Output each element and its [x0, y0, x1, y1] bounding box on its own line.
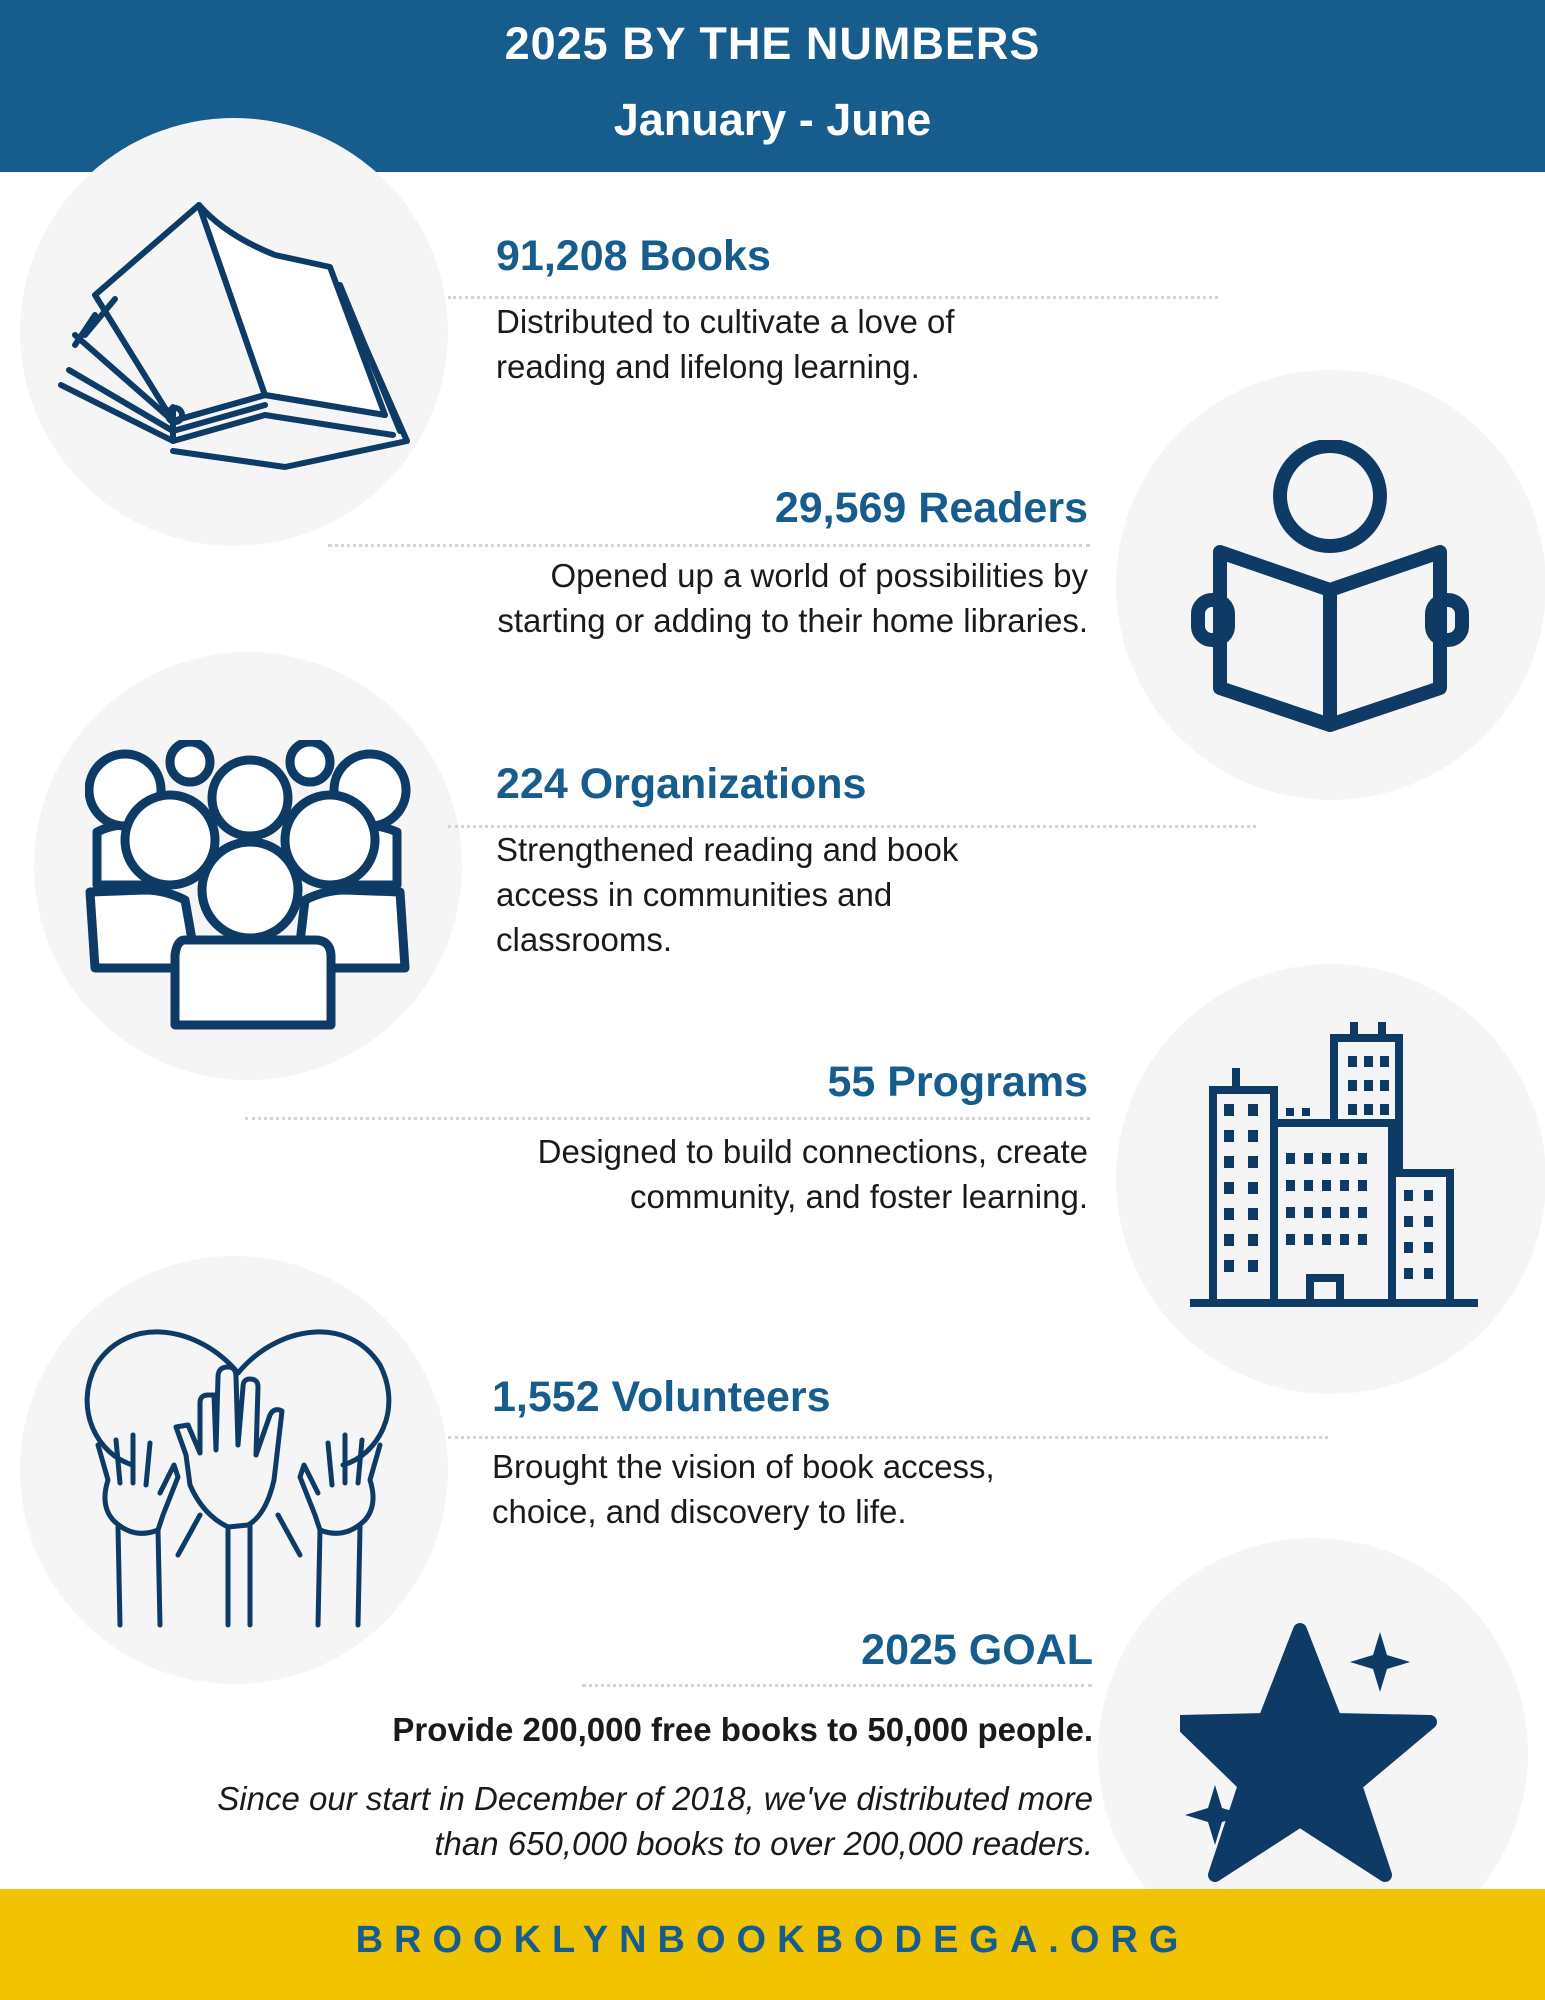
stat-organizations-headline: 224 Organizations [496, 760, 867, 808]
stat-programs-description: Designed to build connections, create community, and foster learning. [537, 1133, 1088, 1215]
stat-volunteers-headline: 1,552 Volunteers [492, 1373, 831, 1421]
stat-volunteers-description: Brought the vision of book access, choice, and discovery to life. [492, 1448, 995, 1530]
reader-icon [1190, 440, 1475, 735]
page-title: 2025 BY THE NUMBERS [504, 18, 1041, 69]
stat-volunteers [492, 1373, 1052, 1534]
stat-readers [488, 484, 1088, 643]
stat-books-description: Distributed to cultivate a love of reading and lifelong learning. [496, 303, 955, 385]
goal-note: Since our start in December of 2018, we've distributed more than 650,000 books to over 200,000 readers. [217, 1780, 1093, 1862]
stat-readers-headline: 29,569 Readers [774, 484, 1088, 532]
page-subtitle: January - June [613, 94, 932, 145]
stat-organizations-description: Strengthened reading and book access in communities and classrooms. [496, 831, 959, 958]
group-icon [85, 740, 415, 1035]
stat-programs [468, 1058, 1088, 1219]
goal-headline: 2025 GOAL [861, 1626, 1093, 1674]
goal-section [120, 1626, 1093, 1866]
website-link[interactable]: BROOKLYNBOOKBODEGA.ORG [355, 1919, 1190, 1961]
raised-hands-heart-icon [78, 1315, 398, 1630]
stat-books-headline: 91,208 Books [496, 232, 771, 280]
footer-banner [0, 1889, 1545, 2000]
goal-target: Provide 200,000 free books to 50,000 people. [392, 1711, 1093, 1748]
open-book-icon [55, 195, 415, 475]
stat-programs-headline: 55 Programs [827, 1058, 1088, 1106]
buildings-icon [1186, 1018, 1481, 1313]
stat-organizations [496, 760, 1036, 962]
stat-books [496, 232, 1056, 389]
star-icon [1180, 1620, 1460, 1890]
stat-readers-description: Opened up a world of possibilities by starting or adding to their home libraries. [497, 557, 1088, 639]
